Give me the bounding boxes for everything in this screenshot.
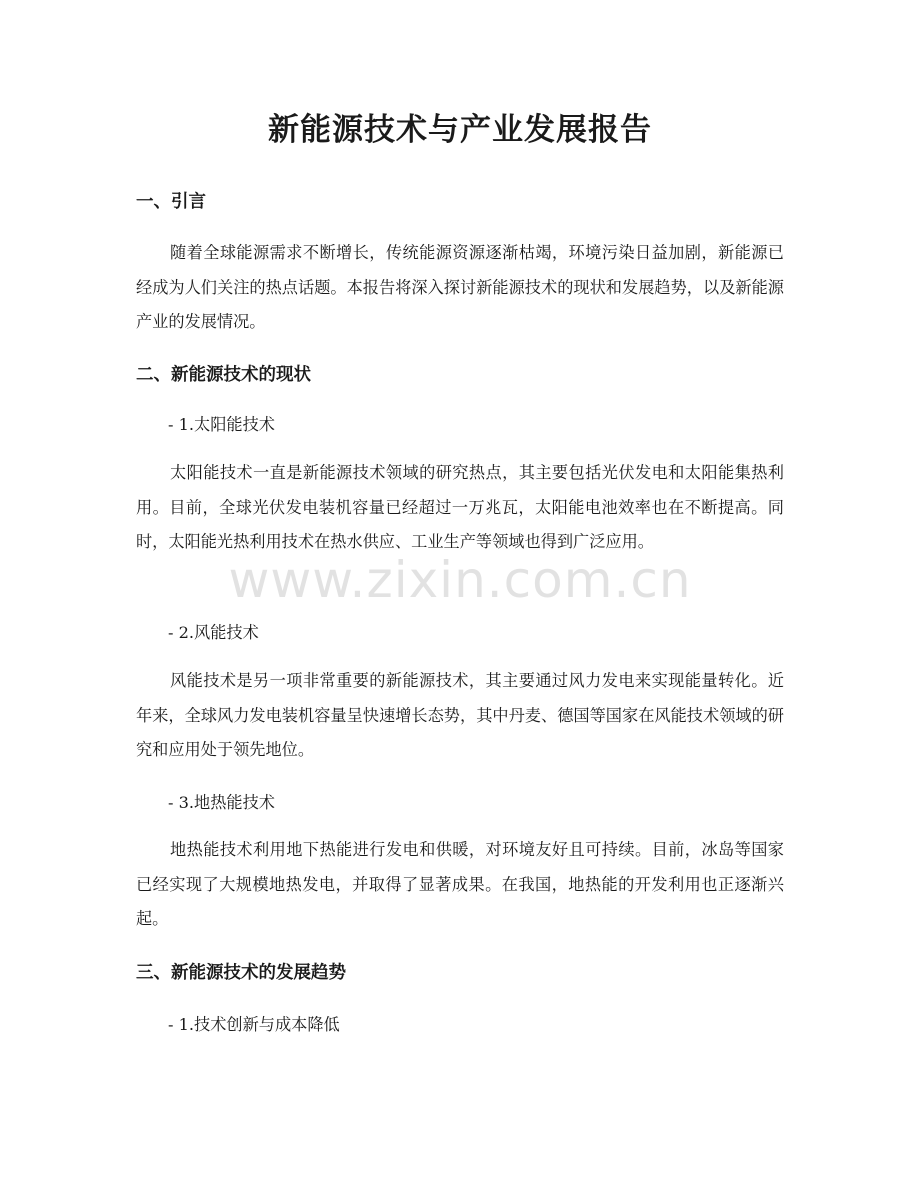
section-heading-trends: 三、新能源技术的发展趋势 [136,963,346,983]
subsection-wind-label: - 2.风能技术 [168,623,259,642]
document-title: 新能源技术与产业发展报告 [268,112,652,148]
geothermal-paragraph: 地热能技术利用地下热能进行发电和供暖，对环境友好且可持续。目前，冰岛等国家已经实现了大规模地热发电，并取得了显著成果。在我国，地热能的开发利用也正逐渐兴起。 [136,840,784,928]
subsection-geothermal-label: - 3.地热能技术 [168,793,275,812]
watermark: www.zixin.com.cn [228,551,692,609]
section-heading-intro: 一、引言 [136,192,206,212]
section-heading-status: 二、新能源技术的现状 [136,365,311,385]
intro-paragraph: 随着全球能源需求不断增长，传统能源资源逐渐枯竭，环境污染日益加剧，新能源已经成为人们关注的热点话题。本报告将深入探讨新能源技术的现状和发展趋势，以及新能源产业的发展情况。 [136,243,784,331]
subsection-solar-label: - 1.太阳能技术 [168,415,275,434]
wind-paragraph: 风能技术是另一项非常重要的新能源技术，其主要通过风力发电来实现能量转化。近年来，全球风力发电装机容量呈快速增长态势，其中丹麦、德国等国家在风能技术领域的研究和应用处于领先地位。 [136,671,784,759]
solar-paragraph: 太阳能技术一直是新能源技术领域的研究热点，其主要包括光伏发电和太阳能集热利用。目前，全球光伏发电装机容量已经超过一万兆瓦，太阳能电池效率也在不断提高。同时，太阳能光热利用技术在热水供应、工业生产等领域也得到广泛应用。 [136,463,784,551]
subsection-innovation-label: - 1.技术创新与成本降低 [168,1015,340,1034]
